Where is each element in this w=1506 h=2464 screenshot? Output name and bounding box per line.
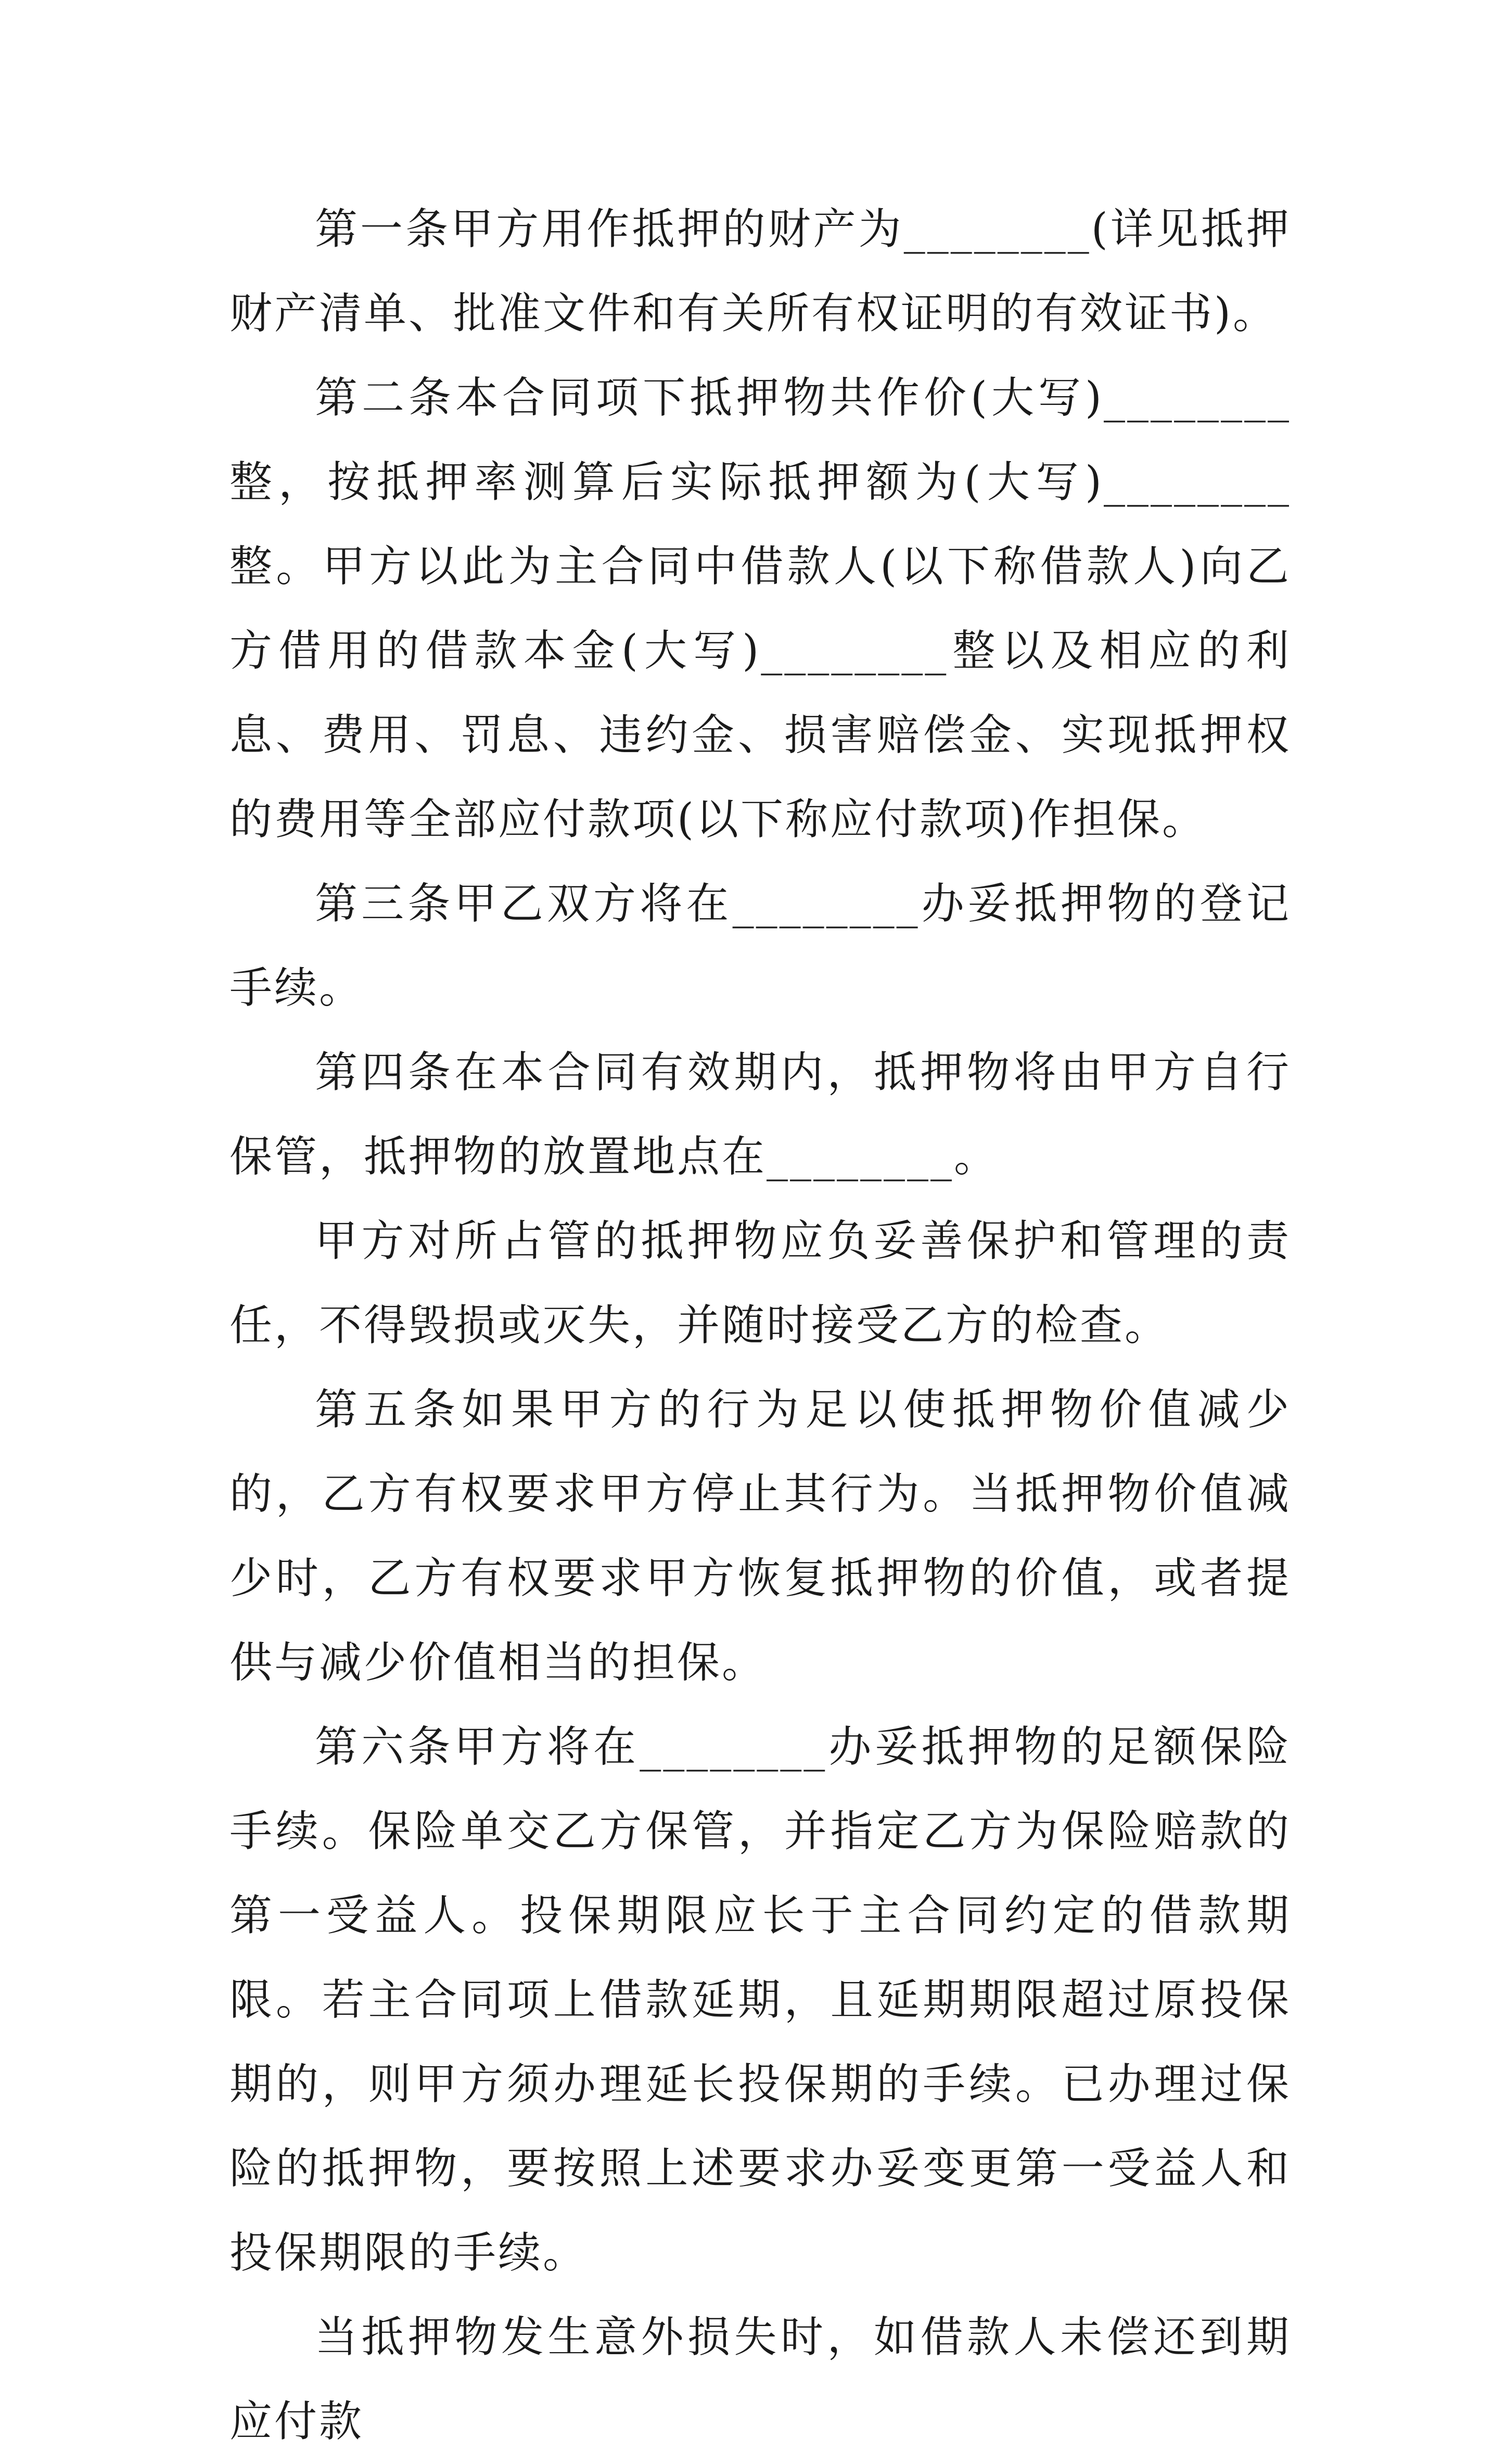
clause-5: 第五条如果甲方的行为足以使抵押物价值减少的，乙方有权要求甲方停止其行为。当抵押物价值减少时，乙方有权要求甲方恢复抵押物的价值，或者提供与减少价值相当的担保。 — [229, 1385, 1291, 1687]
clause-6-continued: 当抵押物发生意外损失时，如借款人未偿还到期应付款 — [229, 2313, 1291, 2446]
clause-1: 第一条甲方用作抵押的财产为________(详见抵押财产清单、批准文件和有关所有权证明的有效证书)。 — [229, 205, 1291, 338]
clause-6: 第六条甲方将在________办妥抵押物的足额保险手续。保险单交乙方保管，并指定乙方为保险赔款的第一受益人。投保期限应长于主合同约定的借款期限。若主合同项上借款延期，且延期期限超过原投保期的，则甲方须办理延长投保期的手续。已办理过保险的抵押物，要按照上述要求办妥变更第一受益人和投保期限的手续。 — [229, 1722, 1291, 2278]
document-body — [229, 187, 1291, 2464]
clause-4: 第四条在本合同有效期内，抵押物将由甲方自行保管，抵押物的放置地点在________。 — [229, 1048, 1291, 1182]
clause-4-continued: 甲方对所占管的抵押物应负妥善保护和管理的责任，不得毁损或灭失，并随时接受乙方的检查。 — [229, 1216, 1291, 1350]
clause-2: 第二条本合同项下抵押物共作价(大写)________整，按抵押率测算后实际抵押额为(大写)________整。甲方以此为主合同中借款人(以下称借款人)向乙方借用的借款本金(大写)________整以及相应的利息、费用、罚息、违约金、损害赔偿金、实现抵押权的费用等全部应付款项(以下称应付款项)作担保。 — [229, 373, 1291, 844]
clause-3: 第三条甲乙双方将在________办妥抵押物的登记手续。 — [229, 879, 1291, 1013]
